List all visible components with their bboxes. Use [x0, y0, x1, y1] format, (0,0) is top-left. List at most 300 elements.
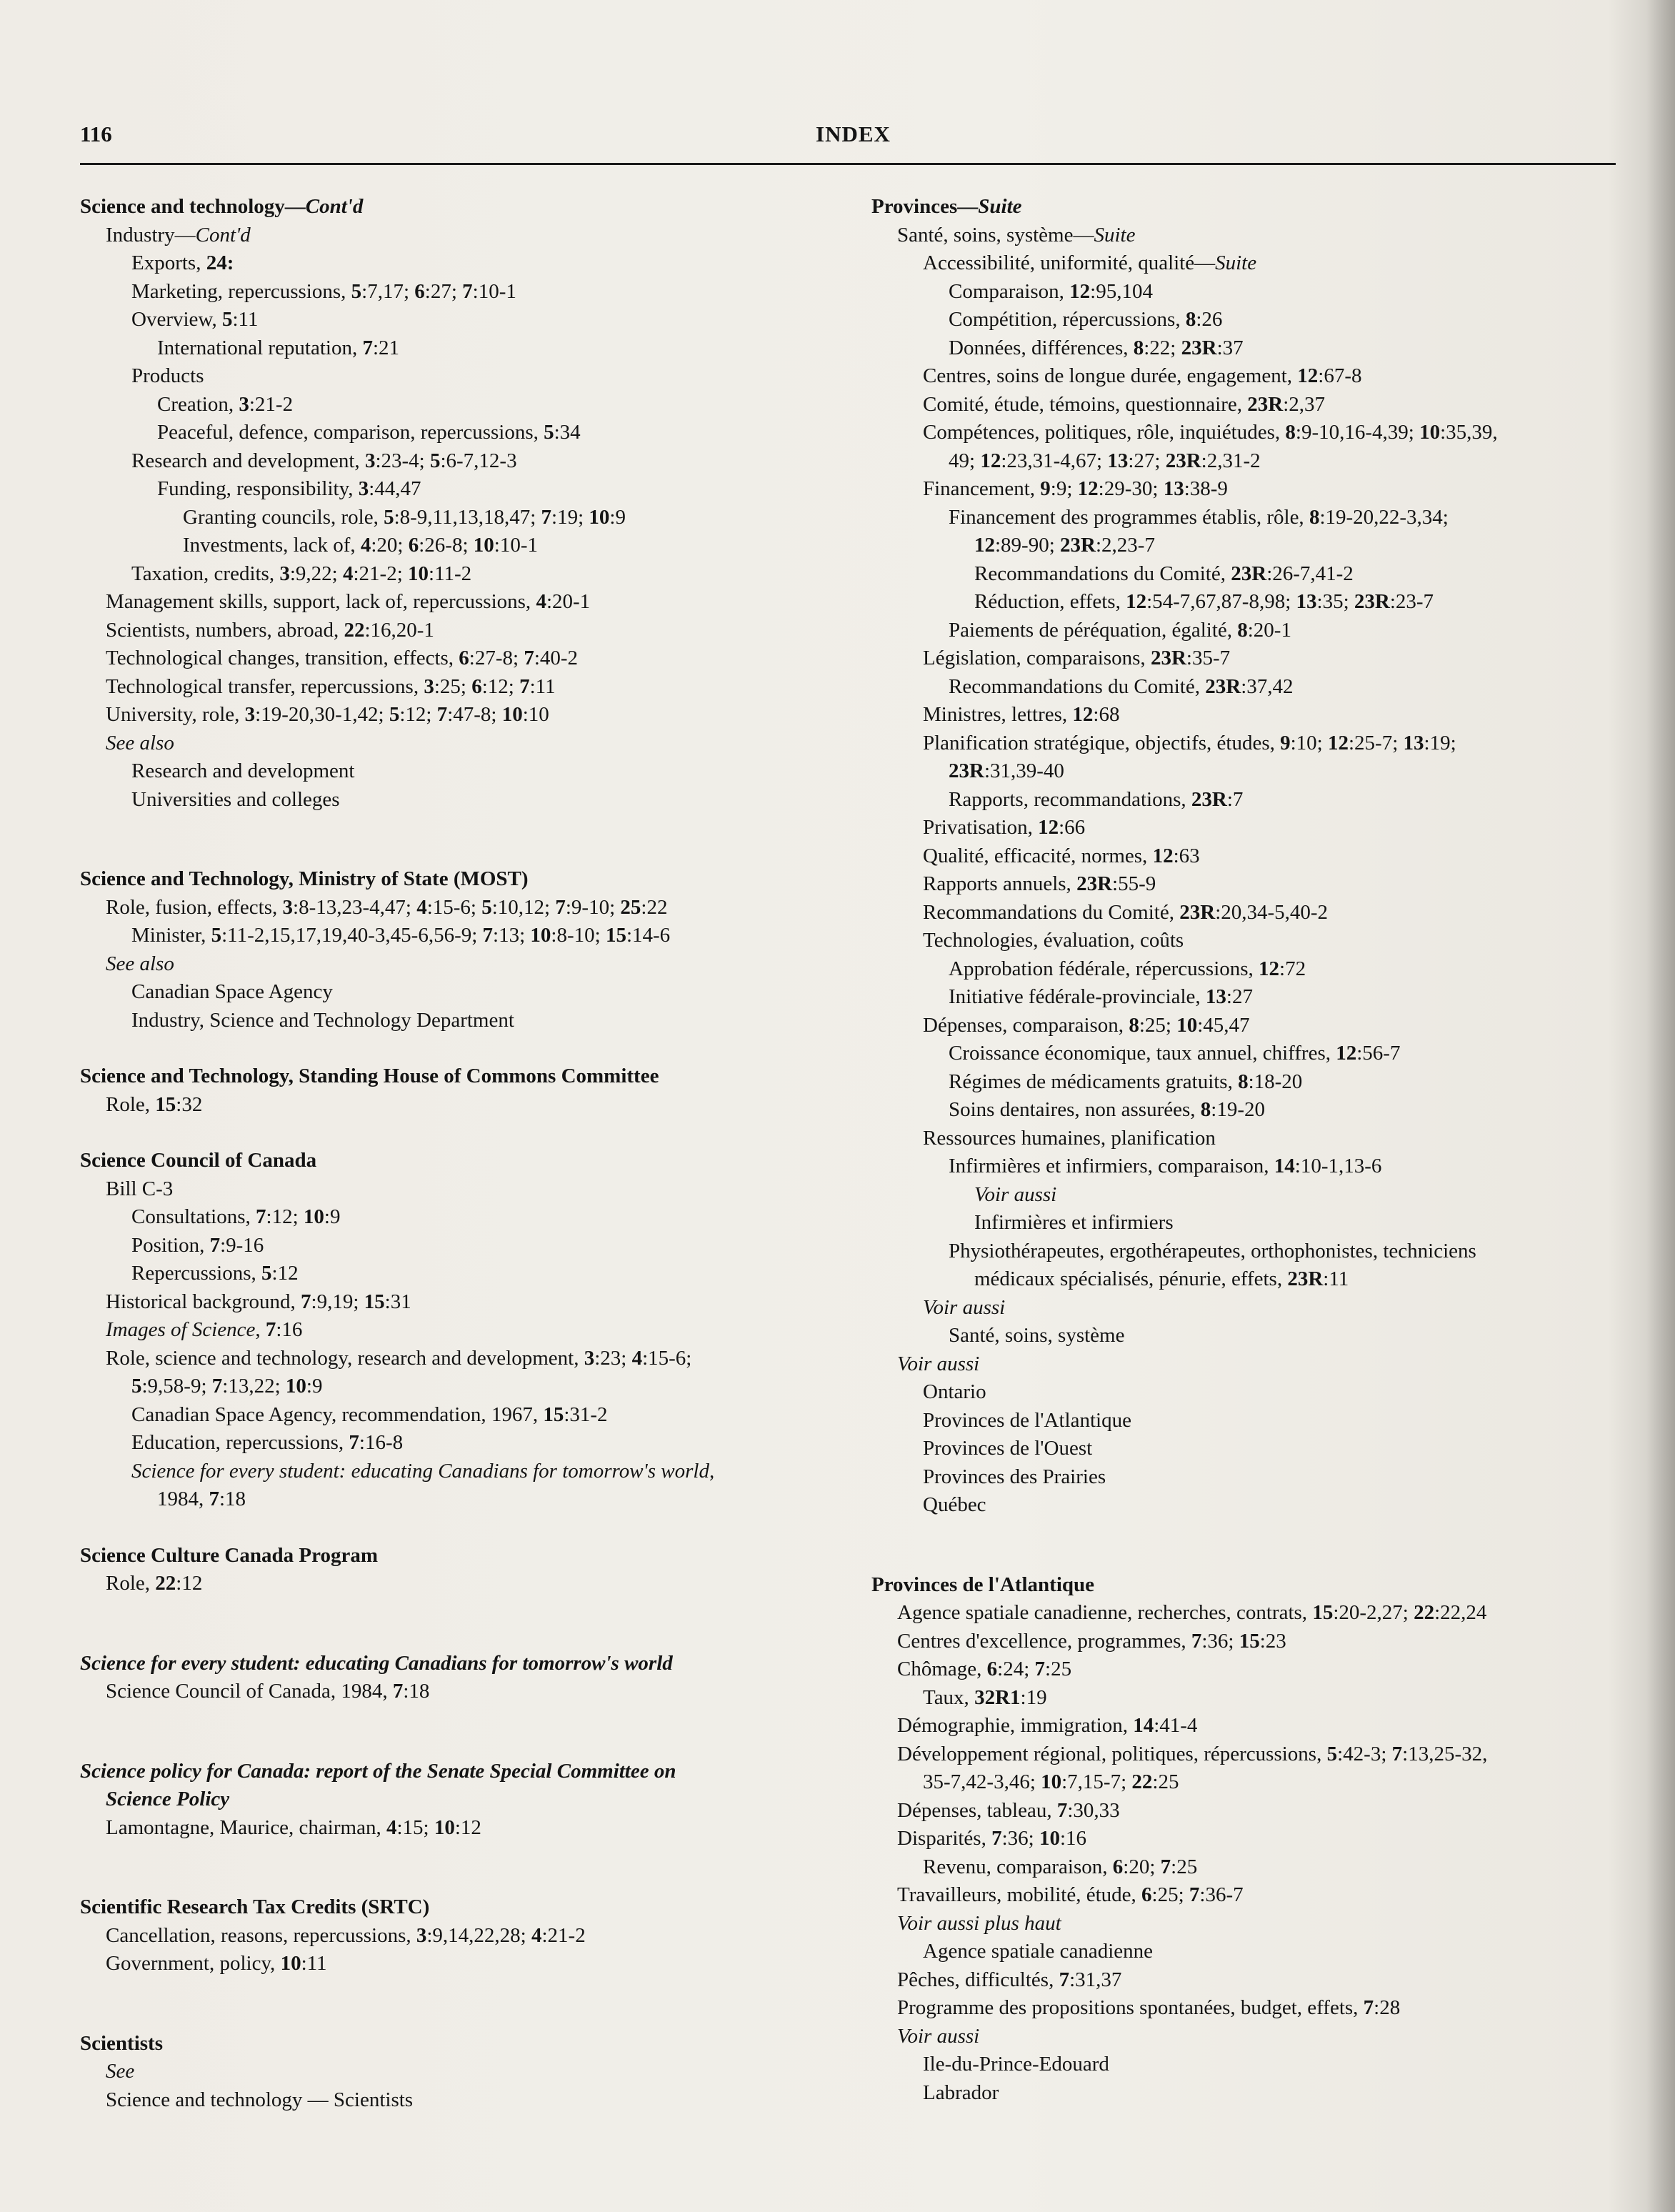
entry-text: :18-20 — [1248, 1070, 1303, 1093]
entry-text: :21-2 — [541, 1923, 586, 1947]
entry-text: :26 — [1196, 308, 1223, 331]
index-entry — [80, 249, 851, 278]
entry-text: 10 — [280, 1952, 301, 1975]
index-entry — [871, 1350, 1643, 1379]
entry-text: 7 — [392, 1680, 404, 1703]
entry-text: Compétition, répercussions, — [949, 308, 1186, 331]
entry-text: :11 — [301, 1952, 327, 1975]
entry-text: Centres, soins de longue durée, engagement, — [923, 364, 1298, 387]
entry-text: International reputation, — [157, 336, 363, 359]
entry-text: :35; — [1316, 590, 1354, 613]
entry-text: Historical background, — [106, 1290, 301, 1313]
entry-text: Recommandations du Comité, — [923, 900, 1180, 924]
entry-text: Canadian Space Agency — [131, 980, 333, 1003]
entry-text: :12; — [399, 703, 437, 726]
entry-text: :21-2; — [353, 562, 409, 585]
index-entry — [80, 1091, 851, 1120]
entry-text: :21-2 — [249, 392, 294, 416]
entry-text: 4 — [531, 1923, 542, 1947]
entry-text: :12; — [481, 674, 520, 698]
index-entry — [80, 1570, 851, 1598]
index-entry — [80, 1678, 851, 1706]
entry-text: Provinces des Prairies — [923, 1465, 1106, 1488]
entry-text: Travailleurs, mobilité, étude, — [897, 1883, 1142, 1906]
entry-text: :9-10; — [565, 895, 621, 919]
entry-text: 7 — [256, 1205, 266, 1228]
index-entry — [871, 673, 1643, 702]
entry-text: Role, science and technology, research and development, — [106, 1346, 584, 1370]
entry-text: Science policy for Canada: report of the Senate Special Committee on — [80, 1759, 676, 1783]
index-entry — [80, 1007, 851, 1035]
entry-text: Financement, — [923, 477, 1041, 500]
entry-text: 23R — [1165, 449, 1201, 472]
entry-text: Approbation fédérale, répercussions, — [949, 957, 1259, 980]
index-entry — [871, 1209, 1643, 1237]
entry-text: Suite — [1215, 251, 1257, 274]
index-heading — [80, 193, 851, 221]
entry-text: :25; — [1139, 1013, 1177, 1037]
entry-text: :45,47 — [1197, 1013, 1250, 1037]
entry-text: :9-10,16-4,39; — [1295, 421, 1420, 444]
entry-text: :19-20 — [1211, 1098, 1265, 1121]
index-entry — [871, 701, 1643, 729]
entry-text: Education, repercussions, — [131, 1431, 349, 1454]
entry-text: University, role, — [106, 703, 245, 726]
entry-text: :31 — [384, 1290, 411, 1313]
entry-text: 7 — [1160, 1855, 1171, 1878]
entry-text: 15 — [543, 1403, 564, 1426]
entry-text: 12 — [1069, 279, 1091, 303]
entry-text: :24; — [997, 1658, 1035, 1680]
entry-text: 7 — [1391, 1742, 1403, 1765]
index-heading — [80, 1893, 851, 1922]
index-entry — [871, 362, 1643, 391]
index-entry — [80, 1922, 851, 1951]
index-entry — [80, 334, 851, 363]
entry-text: Position, — [131, 1233, 210, 1257]
entry-text: :26-8; — [419, 534, 474, 557]
entry-text: 5 — [1326, 1742, 1338, 1765]
entry-text: :16,20-1 — [364, 618, 434, 642]
index-entry — [871, 1435, 1643, 1463]
entry-text: 7 — [462, 279, 473, 303]
entry-spacer — [80, 1119, 851, 1147]
entry-text: :20-1 — [546, 590, 591, 613]
entry-text: :12 — [454, 1815, 481, 1839]
entry-text: 23R — [1060, 534, 1096, 557]
entry-text: :16 — [1059, 1827, 1087, 1850]
entry-text: See also — [106, 952, 174, 975]
entry-text: :8-9,11,13,18,47; — [394, 505, 541, 529]
entry-text: Données, différences, — [949, 336, 1134, 359]
entry-text: :9 — [324, 1205, 341, 1228]
entry-text: 12 — [1152, 844, 1174, 867]
entry-text: Science for every student: educating Canadians for tomorrow's world, — [131, 1459, 715, 1483]
entry-text: Canadian Space Agency, recommendation, 1967, — [131, 1403, 544, 1426]
index-entry — [871, 617, 1643, 645]
entry-text: Accessibilité, uniformité, qualité— — [923, 251, 1216, 274]
index-entry — [871, 1966, 1643, 1995]
entry-text: Législation, comparaisons, — [923, 647, 1151, 669]
index-entry — [80, 475, 851, 504]
index-heading — [871, 1571, 1643, 1600]
entry-text: 12 — [1038, 816, 1059, 839]
entry-text: Ile-du-Prince-Edouard — [923, 2053, 1109, 2076]
entry-text: 10 — [1419, 421, 1441, 444]
entry-text: 5 — [211, 924, 222, 947]
entry-text: Science for every student: educating Canadians for tomorrow's world — [80, 1651, 673, 1675]
entry-text: :13,25-32, — [1402, 1742, 1488, 1765]
index-entry — [871, 1599, 1643, 1628]
entry-text: :7,17; — [361, 279, 415, 303]
entry-text: Régimes de médicaments gratuits, — [949, 1070, 1239, 1093]
entry-text: :34 — [554, 421, 581, 444]
entry-text: 5 — [544, 421, 554, 444]
entry-text: 23R — [1231, 562, 1267, 585]
entry-text: :31,39-40 — [984, 759, 1064, 782]
index-entry — [80, 1175, 851, 1204]
entry-text: Voir aussi — [974, 1182, 1057, 1206]
entry-text: 10 — [530, 924, 551, 947]
entry-text: :16 — [276, 1318, 303, 1341]
index-entry — [871, 1994, 1643, 2023]
entry-text: :18 — [403, 1680, 430, 1703]
entry-text: Voir aussi — [897, 1352, 980, 1375]
entry-text: :32 — [176, 1092, 203, 1116]
entry-text: Science Policy — [106, 1788, 230, 1810]
entry-text: 49; — [949, 449, 981, 472]
index-entry — [871, 2051, 1643, 2079]
entry-spacer — [80, 1035, 851, 1062]
index-entry — [80, 419, 851, 447]
entry-text: :25; — [1151, 1883, 1189, 1906]
entry-text: Planification stratégique, objectifs, études, — [923, 731, 1281, 754]
entry-text: Consultations, — [131, 1205, 256, 1228]
entry-text: 3 — [244, 703, 256, 726]
entry-text: Images of Science — [106, 1318, 256, 1341]
index-entry — [871, 757, 1643, 786]
index-entry — [871, 1294, 1643, 1322]
entry-text: :67-8 — [1318, 364, 1362, 387]
entry-text: :15-6; — [642, 1346, 692, 1370]
entry-text: :23 — [1259, 1629, 1286, 1653]
entry-text: Cont'd — [195, 223, 251, 246]
entry-text: 15 — [1312, 1601, 1334, 1624]
entry-text: Pêches, difficultés, — [897, 1968, 1059, 1991]
entry-text: Infirmières et infirmiers — [974, 1211, 1174, 1234]
entry-text: Taxation, credits, — [131, 562, 280, 585]
entry-text: 7 — [1189, 1883, 1200, 1906]
entry-text: 6 — [408, 534, 419, 557]
entry-text: 5 — [384, 505, 394, 529]
entry-text: 22 — [155, 1572, 176, 1595]
index-entry — [80, 362, 851, 391]
entry-text: See — [106, 2060, 135, 2083]
entry-text: 5 — [351, 279, 362, 303]
entry-text: 3 — [424, 674, 434, 698]
entry-text: Role, — [106, 1092, 156, 1116]
entry-text: Overview, — [131, 308, 222, 331]
entry-text: :47-8; — [447, 703, 502, 726]
entry-text: 5 — [221, 308, 233, 331]
entry-text: 35-7,42-3,46; — [923, 1770, 1041, 1793]
entry-text: Provinces de l'Atlantique — [871, 1573, 1095, 1596]
entry-text: 15 — [1239, 1629, 1260, 1653]
entry-text: 8 — [1129, 1013, 1139, 1037]
index-entry — [80, 1232, 851, 1260]
entry-text: Repercussions, — [131, 1262, 262, 1285]
entry-text: :36; — [1201, 1629, 1239, 1653]
entry-text: See also — [106, 731, 174, 754]
entry-text: Role, — [106, 1572, 156, 1595]
entry-text: Science and Technology, Standing House of Commons Committee — [80, 1065, 659, 1087]
entry-text: 13 — [1163, 477, 1184, 500]
index-entry — [871, 391, 1643, 419]
entry-text: :54-7,67,87-8,98; — [1146, 590, 1296, 613]
index-entry — [80, 221, 851, 250]
entry-text: 12 — [1072, 703, 1094, 726]
entry-text: 14 — [1133, 1714, 1154, 1737]
entry-text: :55-9 — [1112, 872, 1156, 895]
entry-text: 10 — [303, 1205, 324, 1228]
entry-text: :68 — [1093, 703, 1120, 726]
entry-text: Industry— — [106, 223, 196, 246]
index-entry — [871, 1655, 1643, 1684]
entry-text: 7 — [519, 674, 530, 698]
entry-text: :23-7 — [1389, 590, 1434, 613]
entry-text: :22 — [641, 895, 668, 919]
index-entry — [80, 1260, 851, 1288]
entry-text: :20-1 — [1247, 618, 1291, 642]
entry-text: :10-1,13-6 — [1294, 1155, 1382, 1177]
entry-text: :31,37 — [1069, 1968, 1122, 1991]
index-entry — [80, 617, 851, 645]
entry-text: 23R — [949, 759, 984, 782]
entry-text: 13 — [1296, 590, 1317, 613]
entry-spacer — [871, 1520, 1643, 1571]
entry-text: Taux, — [923, 1685, 975, 1709]
index-heading — [80, 1758, 851, 1786]
entry-text: Role, fusion, effects, — [106, 895, 283, 919]
entry-text: 7 — [1034, 1658, 1046, 1680]
entry-text: :19; — [551, 505, 589, 529]
entry-text: 5 — [389, 703, 400, 726]
index-entry — [80, 673, 851, 702]
entry-text: :44,47 — [369, 477, 421, 500]
entry-text: :10,12; — [491, 895, 556, 919]
entry-text: 4 — [342, 562, 354, 585]
entry-text: :35-7 — [1186, 647, 1231, 669]
entry-text: Peaceful, defence, comparison, repercussions, — [157, 421, 544, 444]
index-entry — [871, 1628, 1643, 1656]
entry-text: 12 — [1077, 477, 1099, 500]
entry-text: :7,15-7; — [1061, 1770, 1132, 1793]
index-heading — [871, 193, 1643, 221]
entry-text: Revenu, comparaison, — [923, 1855, 1113, 1878]
index-entry — [871, 278, 1643, 307]
entry-text: Comparaison, — [949, 279, 1070, 303]
entry-text: Agence spatiale canadienne, recherches, contrats, — [897, 1601, 1313, 1624]
entry-text: Technological changes, transition, effects, — [106, 647, 459, 669]
entry-text: :10 — [522, 703, 549, 726]
entry-text: Technologies, évaluation, coûts — [923, 929, 1184, 952]
entry-text: 6 — [1112, 1855, 1124, 1878]
entry-text: 7 — [555, 895, 566, 919]
index-entry — [871, 1712, 1643, 1740]
entry-text: :29-30; — [1098, 477, 1164, 500]
entry-text: Exports, — [131, 251, 206, 274]
entry-text: 23R — [1076, 872, 1113, 895]
entry-text: Ministres, lettres, — [923, 703, 1073, 726]
entry-text: 13 — [1403, 731, 1424, 754]
entry-text: Universities and colleges — [131, 787, 340, 811]
entry-text: :19 — [1020, 1685, 1047, 1709]
entry-text: :27-8; — [469, 647, 524, 669]
entry-text: Science Culture Canada Program — [80, 1543, 378, 1567]
index-entry — [871, 560, 1643, 589]
entry-text: Ressources humaines, planification — [923, 1126, 1216, 1150]
index-entry — [871, 1322, 1643, 1350]
entry-text: Chômage, — [897, 1658, 987, 1680]
index-entry — [80, 786, 851, 814]
entry-text: :63 — [1173, 844, 1200, 867]
entry-text: Cont'd — [305, 195, 364, 218]
index-entry — [871, 1881, 1643, 1910]
index-entry — [871, 447, 1643, 476]
entry-text: 24: — [206, 251, 234, 274]
index-entry — [80, 1485, 851, 1514]
index-entry — [871, 475, 1643, 504]
index-entry — [871, 419, 1643, 447]
index-entry — [80, 2086, 851, 2115]
entry-text: :14-6 — [626, 924, 671, 947]
entry-text: 8 — [1238, 1070, 1249, 1093]
entry-text: Labrador — [923, 2081, 999, 2104]
entry-text: 10 — [1176, 1013, 1198, 1037]
entry-text: Financement des programmes établis, rôle, — [949, 505, 1309, 529]
index-entry — [80, 922, 851, 950]
entry-text: :23,31-4,67; — [1001, 449, 1108, 472]
entry-text: 8 — [1237, 618, 1248, 642]
entry-text: Cancellation, reasons, repercussions, — [106, 1923, 416, 1947]
entry-text: 7 — [991, 1827, 1002, 1850]
entry-text: :30,33 — [1067, 1798, 1120, 1822]
entry-text: :9 — [609, 505, 626, 529]
entry-text: Scientists, numbers, abroad, — [106, 618, 344, 642]
index-entry — [80, 1288, 851, 1317]
index-entry — [871, 1378, 1643, 1407]
entry-text: :37,42 — [1241, 674, 1294, 698]
entry-text: :31-2 — [564, 1403, 608, 1426]
entry-text: :36-7 — [1199, 1883, 1244, 1906]
entry-text: Provinces de l'Ouest — [923, 1437, 1093, 1460]
entry-text: 3 — [416, 1923, 427, 1947]
entry-text: 12 — [1297, 364, 1319, 387]
entry-text: 7 — [349, 1431, 359, 1454]
index-entry — [871, 786, 1643, 814]
entry-text: Recommandations du Comité, — [974, 562, 1231, 585]
entry-text: 7 — [436, 703, 448, 726]
entry-text: Science and technology — Scientists — [106, 2088, 414, 2111]
index-heading — [80, 2030, 851, 2058]
entry-text: 6 — [414, 279, 425, 303]
entry-text: 23R — [1181, 336, 1217, 359]
entry-text: 10 — [1041, 1770, 1062, 1793]
entry-text: Provinces de l'Atlantique — [923, 1408, 1131, 1432]
entry-text: 4 — [360, 534, 371, 557]
entry-text: 8 — [1285, 421, 1296, 444]
entry-text: Minister, — [131, 924, 211, 947]
entry-text: 8 — [1309, 505, 1320, 529]
entry-text: :37 — [1216, 336, 1244, 359]
entry-text: 3 — [358, 477, 369, 500]
entry-text: 32R1 — [974, 1685, 1021, 1709]
entry-text: :9,58-9; — [141, 1375, 212, 1398]
entry-text: Rapports, recommandations, — [949, 787, 1191, 811]
entry-text: :20; — [371, 534, 409, 557]
entry-text: :2,37 — [1283, 392, 1326, 416]
index-entry — [871, 306, 1643, 334]
entry-text: 22 — [1414, 1601, 1435, 1624]
entry-text: :12 — [176, 1572, 203, 1595]
entry-text: Suite — [978, 195, 1022, 218]
index-entry — [871, 1910, 1643, 1938]
entry-text: Research and development, — [131, 449, 365, 472]
entry-text: 22 — [1131, 1770, 1153, 1793]
header-rule — [80, 163, 1616, 165]
entry-text: 7 — [1191, 1629, 1202, 1653]
entry-text: :22; — [1144, 336, 1181, 359]
entry-text: :28 — [1374, 1996, 1401, 2019]
index-entry — [871, 644, 1643, 673]
index-entry — [871, 899, 1643, 927]
entry-text: 22 — [344, 618, 365, 642]
index-heading — [80, 1062, 851, 1091]
index-entry — [871, 927, 1643, 955]
entry-text: :95,104 — [1090, 279, 1153, 303]
entry-text: :10; — [1290, 731, 1328, 754]
entry-text: :11 — [529, 674, 556, 698]
entry-text: :9-16 — [220, 1233, 264, 1257]
index-entry — [871, 1463, 1643, 1492]
entry-text: 23R — [1287, 1267, 1324, 1290]
entry-text: 10 — [473, 534, 494, 557]
entry-text: :16-8 — [359, 1431, 404, 1454]
entry-text: 6 — [459, 647, 469, 669]
entry-text: — — [284, 195, 306, 218]
entry-text: Granting councils, role, — [183, 505, 384, 529]
entry-text: 23R — [1179, 900, 1216, 924]
entry-text: 10 — [285, 1375, 306, 1398]
entry-text: 13 — [1107, 449, 1129, 472]
entry-text: :9,14,22,28; — [426, 1923, 531, 1947]
entry-text: :9; — [1050, 477, 1078, 500]
entry-text: 7 — [1059, 1968, 1070, 1991]
index-entry — [871, 1768, 1643, 1797]
index-entry — [80, 1950, 851, 1978]
index-entry — [871, 1797, 1643, 1825]
entry-text: 23R — [1247, 392, 1284, 416]
index-entry — [871, 504, 1643, 532]
entry-text: 15 — [605, 924, 626, 947]
entry-text: :42-3; — [1337, 1742, 1392, 1765]
entry-text: :20-2,27; — [1333, 1601, 1414, 1624]
index-entry — [871, 1237, 1643, 1266]
page-spine-shadow — [1646, 0, 1675, 2212]
entry-text: Recommandations du Comité, — [949, 674, 1206, 698]
entry-text: :20; — [1123, 1855, 1161, 1878]
entry-text: :23-4; — [375, 449, 430, 472]
